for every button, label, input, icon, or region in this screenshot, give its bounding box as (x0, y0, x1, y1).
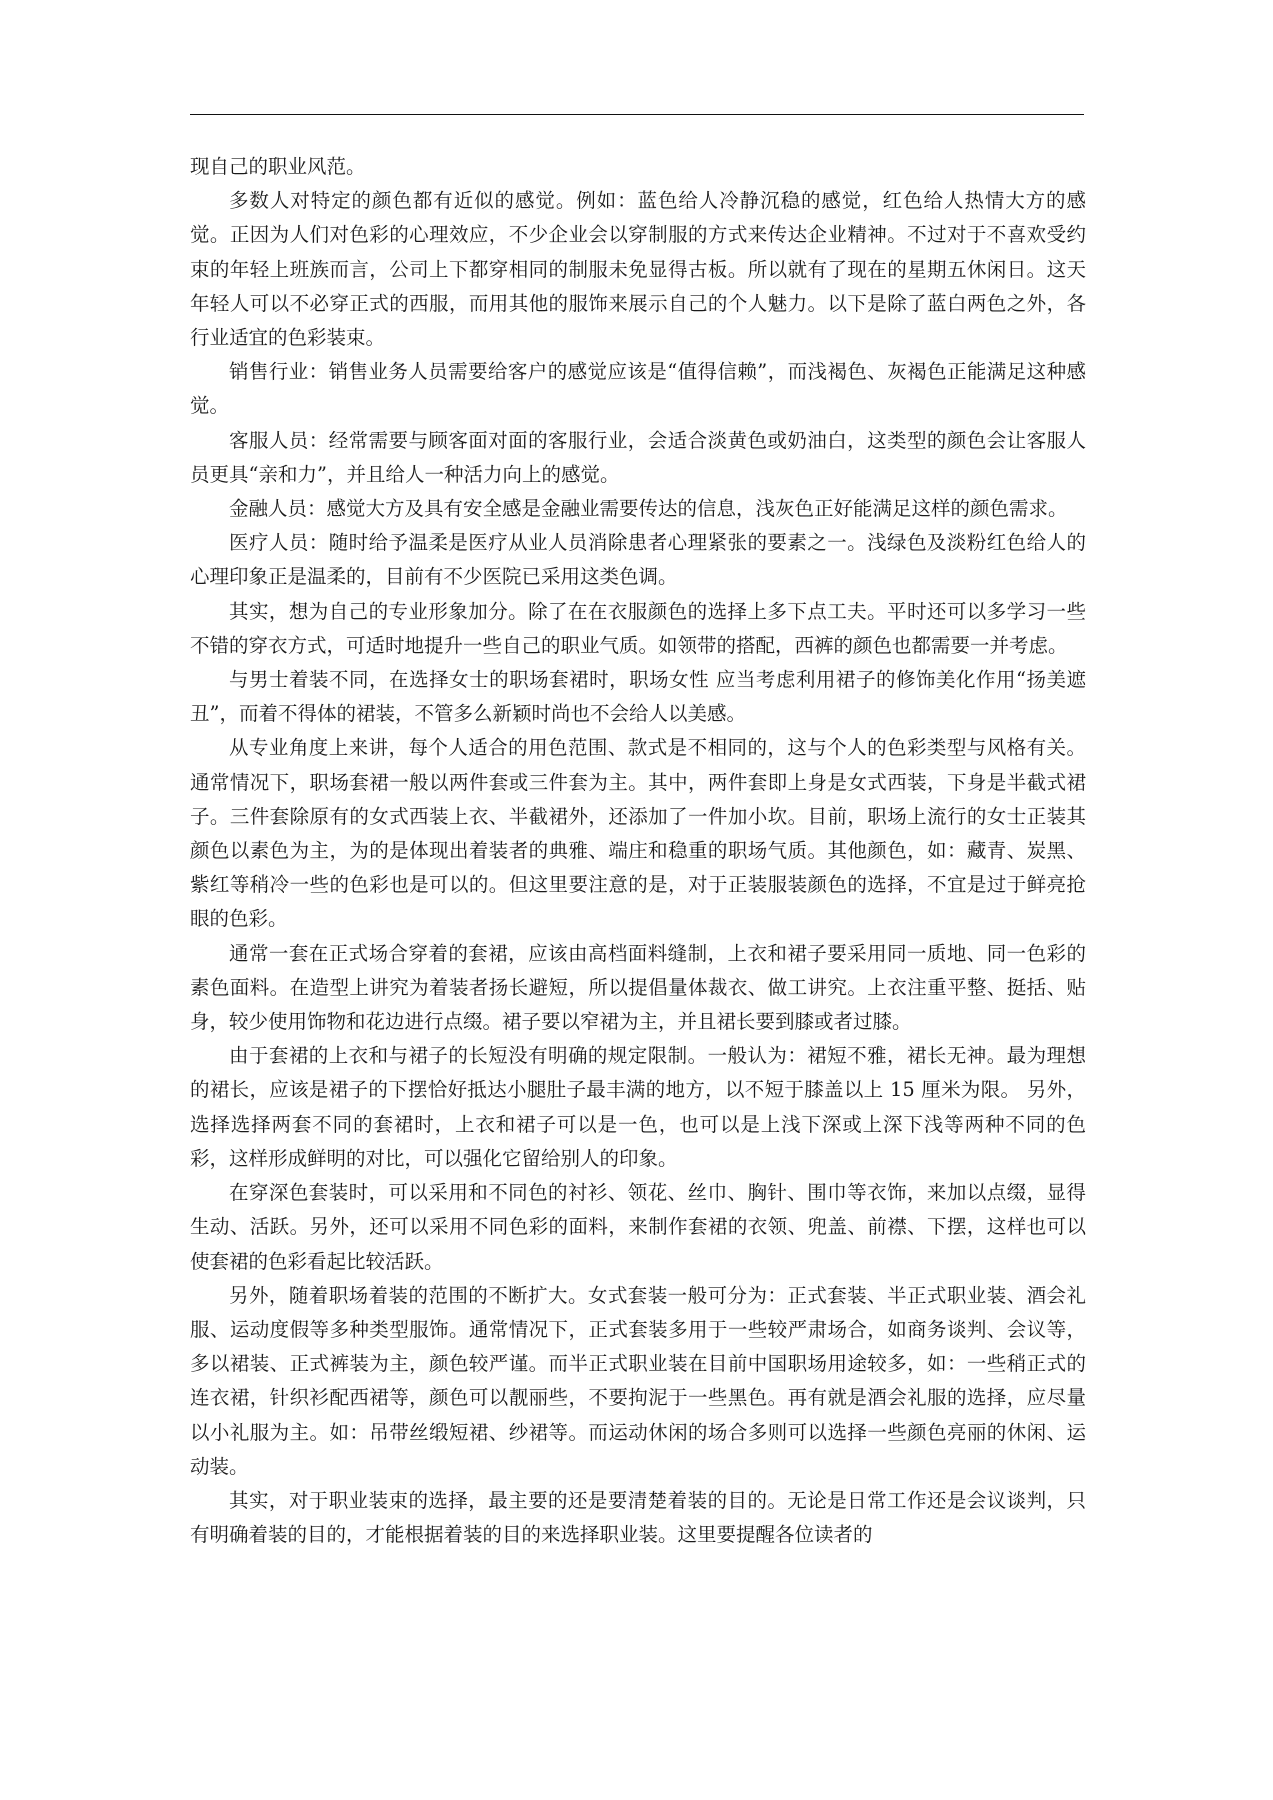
paragraph: 由于套裙的上衣和与裙子的长短没有明确的规定限制。一般认为：裙短不雅，裙长无神。最为理想的裙长，应该是裙子的下摆恰好抵达小腿肚子最丰满的地方，以不短于膝盖以上 15 厘米为限。 另外，选择选择两套不同的套裙时，上衣和裙子可以是一色，也可以是上浅下深或上深下浅等两种不同的色彩，这样形成鲜明的对比，可以强化它留给别人的印象。 (190, 1044, 1086, 1170)
body-text (190, 150, 1086, 1552)
paragraph: 医疗人员：随时给予温柔是医疗从业人员消除患者心理紧张的要素之一。浅绿色及淡粉红色给人的心理印象正是温柔的，目前有不少医院已采用这类色调。 (190, 531, 1086, 589)
paragraph: 其实，想为自己的专业形象加分。除了在在衣服颜色的选择上多下点工夫。平时还可以多学习一些不错的穿衣方式，可适时地提升一些自己的职业气质。如领带的搭配，西裤的颜色也都需要一并考虑。 (190, 599, 1086, 657)
paragraph: 从专业角度上来讲，每个人适合的用色范围、款式是不相同的，这与个人的色彩类型与风格有关。通常情况下，职场套裙一般以两件套或三件套为主。其中，两件套即上身是女式西装，下身是半截式裙子。三件套除原有的女式西装上衣、半截裙外，还添加了一件加小坎。目前，职场上流行的女士正装其颜色以素色为主，为的是体现出着装者的典雅、端庄和稳重的职场气质。其他颜色，如：藏青、炭黑、紫红等稍冷一些的色彩也是可以的。但这里要注意的是，对于正装服装颜色的选择，不宜是过于鲜亮抢眼的色彩。 (190, 736, 1086, 931)
paragraph: 另外，随着职场着装的范围的不断扩大。女式套装一般可分为：正式套装、半正式职业装、酒会礼服、运动度假等多种类型服饰。通常情况下，正式套装多用于一些较严肃场合，如商务谈判、会议等，多以裙装、正式裤装为主，颜色较严谨。而半正式职业装在目前中国职场用途较多，如：一些稍正式的连衣裙，针织衫配西裙等，颜色可以靓丽些，不要拘泥于一些黑色。再有就是酒会礼服的选择，应尽量以小礼服为主。如：吊带丝缎短裙、纱裙等。而运动休闲的场合多则可以选择一些颜色亮丽的休闲、运动装。 (190, 1283, 1086, 1478)
paragraph: 客服人员：经常需要与顾客面对面的客服行业，会适合淡黄色或奶油白，这类型的颜色会让客服人员更具“亲和力”，并且给人一种活力向上的感觉。 (190, 428, 1086, 486)
header-rule (190, 114, 1084, 115)
paragraph: 与男士着装不同，在选择女士的职场套裙时，职场女性 应当考虑利用裙子的修饰美化作用“扬美遮丑”，而着不得体的裙装，不管多么新颖时尚也不会给人以美感。 (190, 668, 1086, 726)
paragraph: 金融人员：感觉大方及具有安全感是金融业需要传达的信息，浅灰色正好能满足这样的颜色需求。 (229, 497, 1068, 521)
paragraph: 现自己的职业风范。 (190, 155, 366, 178)
paragraph: 通常一套在正式场合穿着的套裙，应该由高档面料缝制，上衣和裙子要采用同一质地、同一色彩的素色面料。在造型上讲究为着装者扬长避短，所以提倡量体裁衣、做工讲究。上衣注重平整、挺括、贴身，较少使用饰物和花边进行点缀。裙子要以窄裙为主，并且裙长要到膝或者过膝。 (190, 941, 1086, 1034)
paragraph: 其实，对于职业装束的选择，最主要的还是要清楚着装的目的。无论是日常工作还是会议谈判，只有明确着装的目的，才能根据着装的目的来选择职业装。这里要提醒各位读者的 (190, 1488, 1086, 1547)
paragraph: 销售行业：销售业务人员需要给客户的感觉应该是“值得信赖”，而浅褐色、灰褐色正能满足这种感觉。 (190, 360, 1086, 418)
paragraph: 多数人对特定的颜色都有近似的感觉。例如：蓝色给人冷静沉稳的感觉，红色给人热情大方的感觉。正因为人们对色彩的心理效应，不少企业会以穿制服的方式来传达企业精神。不过对于不喜欢受约束的年轻上班族而言，公司上下都穿相同的制服未免显得古板。所以就有了现在的星期五休闲日。这天年轻人可以不必穿正式的西服，而用其他的服饰来展示自己的个人魅力。以下是除了蓝白两色之外，各行业适宜的色彩装束。 (190, 189, 1086, 350)
paragraph: 在穿深色套装时，可以采用和不同色的衬衫、领花、丝巾、胸针、围巾等衣饰，来加以点缀，显得生动、活跃。另外，还可以采用不同色彩的面料，来制作套裙的衣领、兜盖、前襟、下摆，这样也可以使套裙的色彩看起比较活跃。 (190, 1181, 1086, 1273)
